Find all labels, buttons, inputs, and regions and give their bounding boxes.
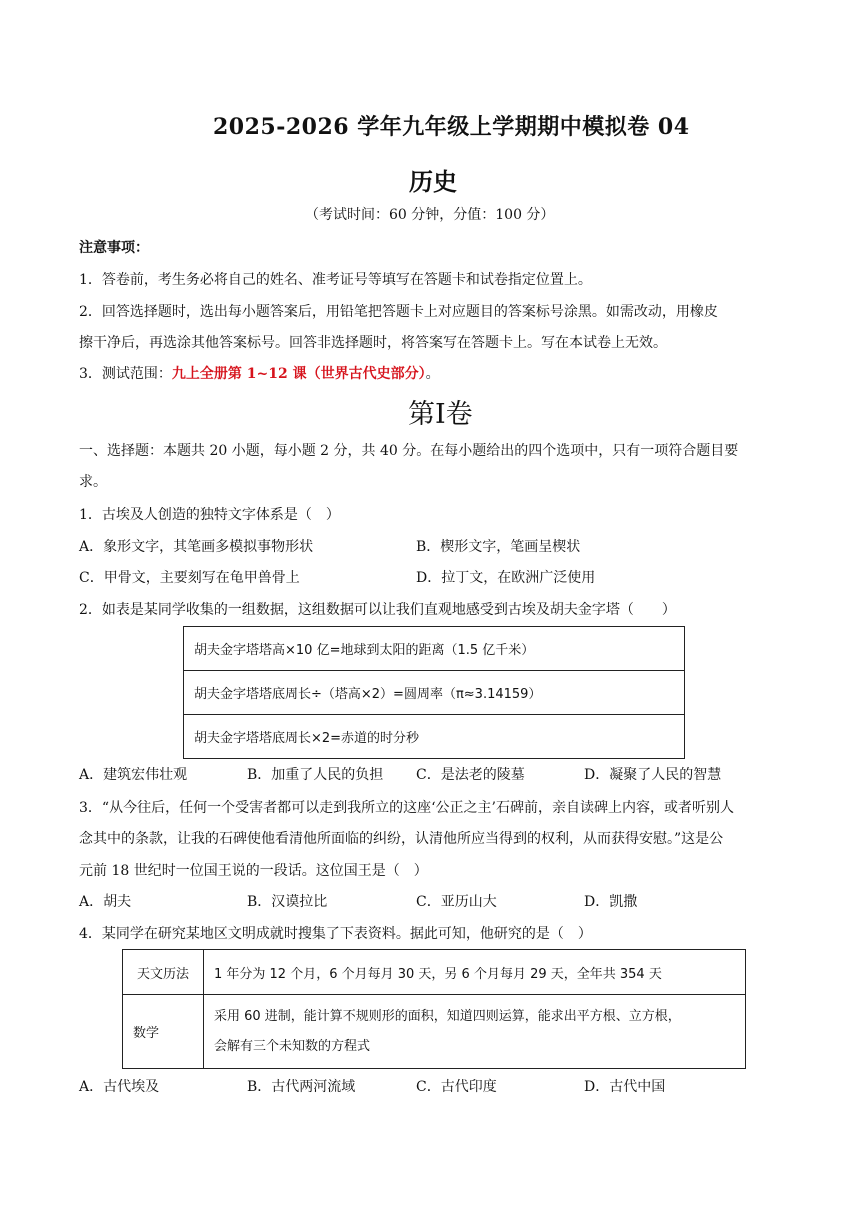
- note-item-3: [79, 364, 440, 384]
- q4-option-b: B．古代两河流域: [247, 1079, 356, 1095]
- test-range: 九上全册第 1~12 课（世界古代史部分）: [171, 366, 426, 382]
- subject-title: 历史: [409, 167, 457, 196]
- q2-option-a: A．建筑宏伟壮观: [79, 767, 188, 783]
- notes-heading: 注意事项：: [79, 240, 149, 256]
- q2-row-1: 胡夫金字塔塔高×10 亿=地球到太阳的距离（1.5 亿千米）: [184, 627, 685, 671]
- q1-option-c: C．甲骨文，主要刻写在龟甲兽骨上: [79, 570, 300, 586]
- q2-row-2: 胡夫金字塔塔底周长÷（塔高×2）=圆周率（π≈3.14159）: [184, 671, 685, 715]
- note-item-1: 1．答卷前，考生务必将自己的姓名、准考证号等填写在答题卡和试卷指定位置上。: [79, 272, 592, 288]
- q4-option-d: D．古代中国: [584, 1079, 666, 1095]
- q2-option-c: C．是法老的陵墓: [416, 767, 525, 783]
- table-row: [184, 627, 685, 671]
- q3-stem-line-3: 元前 18 世纪时一位国王说的一段话。这位国王是（ ）: [79, 863, 428, 879]
- q2-stem: 2．如表是某同学收集的一组数据，这组数据可以让我们直观地感受到古埃及胡夫金字塔（ ）: [79, 602, 676, 618]
- q4-row-2-label: 数学: [123, 995, 204, 1069]
- q4-option-a: A．古代埃及: [79, 1079, 160, 1095]
- q2-option-d: D．凝聚了人民的智慧: [584, 767, 722, 783]
- exam-title: 2025-2026 学年九年级上学期期中模拟卷 04: [213, 114, 690, 140]
- part1-instruction-line-2: 求。: [79, 474, 107, 490]
- q2-data-table: [183, 626, 685, 759]
- note-item-2-line-2: 擦干净后，再选涂其他答案标号。回答非选择题时，将答案写在答题卡上。写在本试卷上无效。: [79, 335, 667, 351]
- q4-row-2-text-line-1: 采用 60 进制，能计算不规则形的面积，知道四则运算，能求出平方根、立方根，: [214, 1008, 681, 1024]
- q3-option-c: C．亚历山大: [416, 894, 497, 910]
- q3-option-a: A．胡夫: [79, 894, 132, 910]
- q2-row-3: 胡夫金字塔塔底周长×2=赤道的时分秒: [184, 715, 685, 759]
- q2-option-b: B．加重了人民的负担: [247, 767, 384, 783]
- q1-option-a: A．象形文字，其笔画多模拟事物形状: [79, 539, 314, 555]
- note-item-3-prefix: 3．测试范围：: [79, 366, 172, 382]
- q1-option-d: D．拉丁文，在欧洲广泛使用: [416, 570, 596, 586]
- note-item-3-suffix: 。: [425, 366, 440, 382]
- exam-info: （考试时间：60 分钟，分值：100 分）: [305, 207, 555, 223]
- table-row: [123, 995, 746, 1069]
- section-juan-label: 第I卷: [408, 399, 473, 430]
- table-row: [184, 715, 685, 759]
- q3-option-b: B．汉谟拉比: [247, 894, 328, 910]
- part1-instruction-line-1: 一、选择题：本题共 20 小题，每小题 2 分，共 40 分。在每小题给出的四个选项中，只有一项符合题目要: [79, 443, 739, 459]
- q3-stem-line-2: 念其中的条款，让我的石碑使他看清他所面临的纠纷，认清他所应当得到的权利，从而获得安慰。”这是公: [79, 831, 724, 847]
- q1-option-b: B．楔形文字，笔画呈楔状: [416, 539, 581, 555]
- table-row: [184, 671, 685, 715]
- table-row: [123, 950, 746, 995]
- q3-stem-line-1: 3．“从今往后，任何一个受害者都可以走到我所立的这座‘公正之主’石碑前，亲自读碑上内容，或者听别人: [79, 800, 734, 816]
- q4-row-1-text: 1 年分为 12 个月，6 个月每月 30 天，另 6 个月每月 29 天，全年共 354 天: [204, 950, 746, 995]
- note-item-2-line-1: 2．回答选择题时，选出每小题答案后，用铅笔把答题卡上对应题目的答案标号涂黑。如需改动，用橡皮: [79, 304, 718, 320]
- q3-option-d: D．凯撒: [584, 894, 638, 910]
- q4-stem: 4．某同学在研究某地区文明成就时搜集了下表资料。据此可知，他研究的是（ ）: [79, 926, 592, 942]
- q4-data-table: [122, 949, 746, 1069]
- q1-stem: 1．古埃及人创造的独特文字体系是（ ）: [79, 507, 340, 523]
- q4-row-2-text: [204, 995, 746, 1069]
- q4-row-2-text-line-2: 会解有三个未知数的方程式: [214, 1038, 371, 1054]
- q4-row-1-label: 天文历法: [123, 950, 204, 995]
- q4-option-c: C．古代印度: [416, 1079, 497, 1095]
